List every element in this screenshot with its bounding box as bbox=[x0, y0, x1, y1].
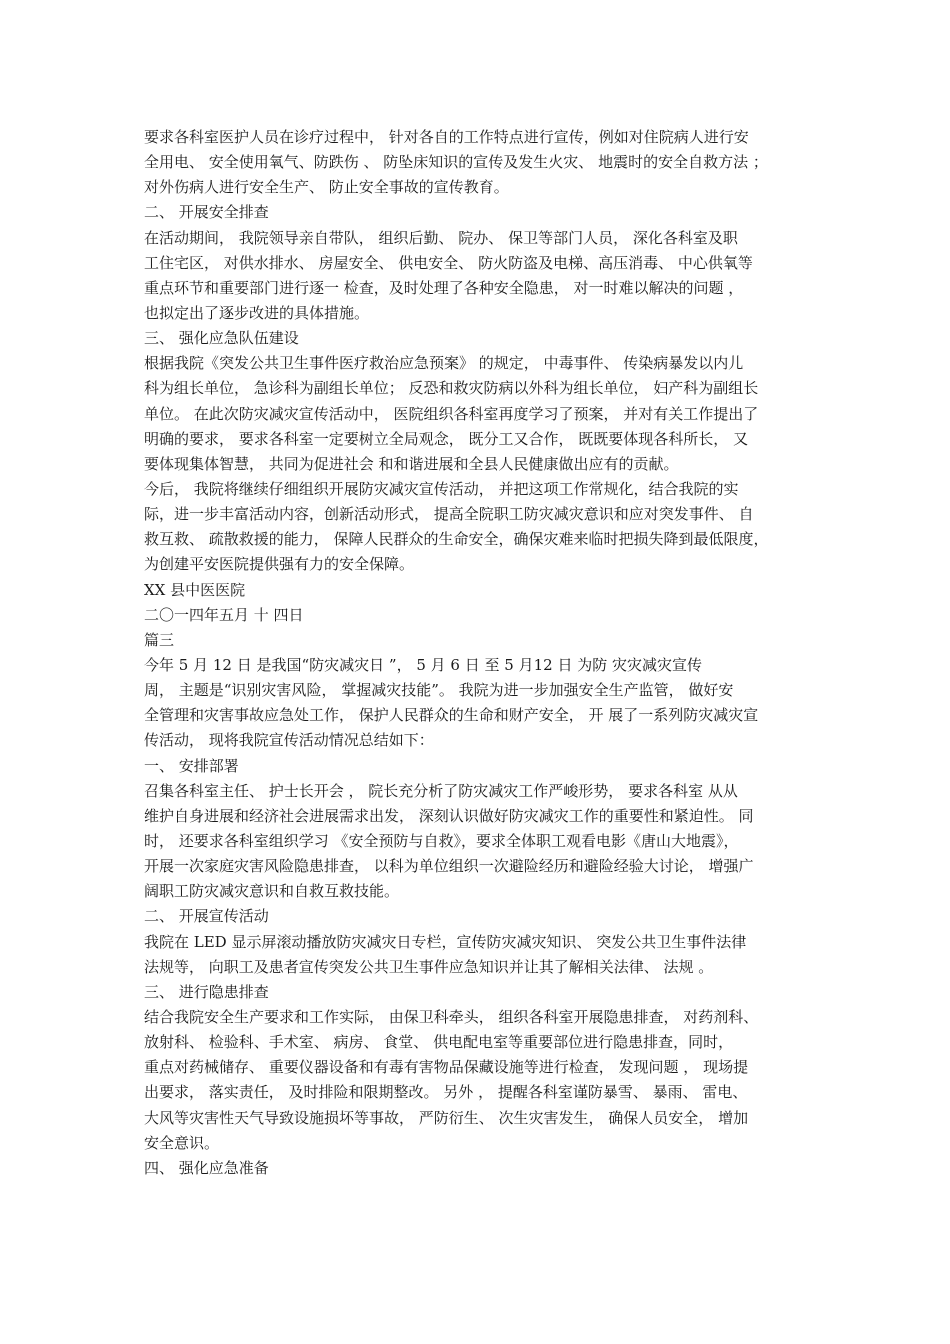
text-line: 今后， 我院将继续仔细组织开展防灾减灾宣传活动， 并把这项工作常规化，结合我院的实 bbox=[144, 480, 739, 498]
text-line: 科为组长单位， 急诊科为副组长单位； 反恐和救灾防病以外科为组长单位， 妇产科为副组长 bbox=[144, 379, 759, 397]
text-line: 出要求， 落实责任， 及时排险和限期整改。 另外 ， 提醒各科室谨防暴雪、 暴雨、 雷电、 bbox=[144, 1083, 748, 1101]
signature-org: XX 县中医医院 bbox=[144, 581, 246, 599]
text-line: 要体现集体智慧， 共同为促进社会 和和谐进展和全县人民健康做出应有的贡献。 bbox=[144, 455, 679, 473]
text-line: 工住宅区， 对供水排水、 房屋安全、 供电安全、 防火防盗及电梯、高压消毒、 中心供氧等 bbox=[144, 254, 753, 272]
text-line: 要求各科室医护人员在诊疗过程中， 针对各自的工作特点进行宣传，例如对住院病人进行安 bbox=[144, 128, 749, 146]
text-line: 根据我院《突发公共卫生事件医疗救治应急预案》 的规定， 中毒事件、 传染病暴发以内儿 bbox=[144, 354, 744, 372]
text-line: 我院在 LED 显示屏滚动播放防灾减灾日专栏，宣传防灾减灾知识、 突发公共卫生事件法律 bbox=[144, 933, 747, 951]
section-heading: 二、 开展安全排查 bbox=[144, 203, 269, 221]
signature-date: 二〇一四年五月 十 四日 bbox=[144, 606, 304, 624]
text-line: 际，进一步丰富活动内容，创新活动形式， 提高全院职工防灾减灾意识和应对突发事件、 自 bbox=[144, 505, 754, 523]
text-line: 明确的要求， 要求各科室一定要树立全局观念， 既分工又合作， 既既要体现各科所长， 又 bbox=[144, 430, 749, 448]
text-line: 法规等， 向职工及患者宣传突发公共卫生事件应急知识并让其了解相关法律、 法规 。 bbox=[144, 958, 714, 976]
text-line: 安全意识。 bbox=[144, 1134, 220, 1152]
text-line: 在活动期间， 我院领导亲自带队， 组织后勤、 院办、 保卫等部门人员， 深化各科室及职 bbox=[144, 229, 738, 247]
section-heading: 三、 强化应急队伍建设 bbox=[144, 329, 299, 347]
text-line: 救互救、 疏散救援的能力， 保障人民群众的生命安全，确保灾难来临时把损失降到最低限度， bbox=[144, 530, 769, 548]
text-line: 开展一次家庭灾害风险隐患排查， 以科为单位组织一次避险经历和避险经验大讨论， 增强广 bbox=[144, 857, 754, 875]
text-line: 结合我院安全生产要求和工作实际， 由保卫科牵头， 组织各科室开展隐患排查， 对药剂科、 bbox=[144, 1008, 759, 1026]
text-line: 时， 还要求各科室组织学习 《安全预防与自救》，要求全体职工观看电影《唐山大地震》， bbox=[144, 832, 739, 850]
text-line: 也拟定出了逐步改进的具体措施。 bbox=[144, 304, 370, 322]
text-line: 召集各科室主任、 护士长开会 ， 院长充分析了防灾减灾工作严峻形势， 要求各科室 从从 bbox=[144, 782, 738, 800]
text-line: 单位。 在此次防灾减灾宣传活动中， 医院组织各科室再度学习了预案， 并对有关工作提出了 bbox=[144, 405, 759, 423]
section-heading: 二、 开展宣传活动 bbox=[144, 907, 269, 925]
text-line: 大风等灾害性天气导致设施损坏等事故， 严防衍生、 次生灾害发生， 确保人员安全， 增加 bbox=[144, 1109, 749, 1127]
text-line: 传活动， 现将我院宣传活动情况总结如下： bbox=[144, 731, 434, 749]
text-line: 为创建平安医院提供强有力的安全保障。 bbox=[144, 555, 415, 573]
section-heading: 一、 安排部署 bbox=[144, 757, 239, 775]
text-line: 重点环节和重要部门进行逐一 检查，及时处理了各种安全隐患， 对一时难以解决的问题 ， bbox=[144, 279, 744, 297]
section-heading: 三、 进行隐患排查 bbox=[144, 983, 269, 1001]
text-line: 周， 主题是“识别灾害风险， 掌握减灾技能”。 我院为进一步加强安全生产监管， 做好安 bbox=[144, 681, 734, 699]
text-line: 阔职工防灾减灾意识和自救互救技能。 bbox=[144, 882, 400, 900]
section-heading: 四、 强化应急准备 bbox=[144, 1159, 269, 1177]
part-heading: 篇三 bbox=[144, 631, 175, 649]
text-line: 全用电、 安全使用氧气、防跌伤 、 防坠床知识的宣传及发生火灾、 地震时的安全自救方法 ； bbox=[144, 153, 768, 171]
text-line: 重点对药械储存、 重要仪器设备和有毒有害物品保藏设施等进行检查， 发现问题 ， 现场提 bbox=[144, 1058, 749, 1076]
text-line: 对外伤病人进行安全生产、 防止安全事故的宣传教育。 bbox=[144, 178, 509, 196]
text-line: 全管理和灾害事故应急处工作， 保护人民群众的生命和财产安全， 开 展了一系列防灾减灾宣 bbox=[144, 706, 759, 724]
text-line: 今年 5 月 12 日 是我国“防灾减灾日 ”， 5 月 6 日 至 5 月12 日 为防 灾灾减灾宣传 bbox=[144, 656, 702, 674]
text-line: 维护自身进展和经济社会进展需求出发， 深刻认识做好防灾减灾工作的重要性和紧迫性。 同 bbox=[144, 807, 754, 825]
text-line: 放射科、 检验科、手术室、 病房、 食堂、 供电配电室等重要部位进行隐患排查，同时， bbox=[144, 1033, 734, 1051]
